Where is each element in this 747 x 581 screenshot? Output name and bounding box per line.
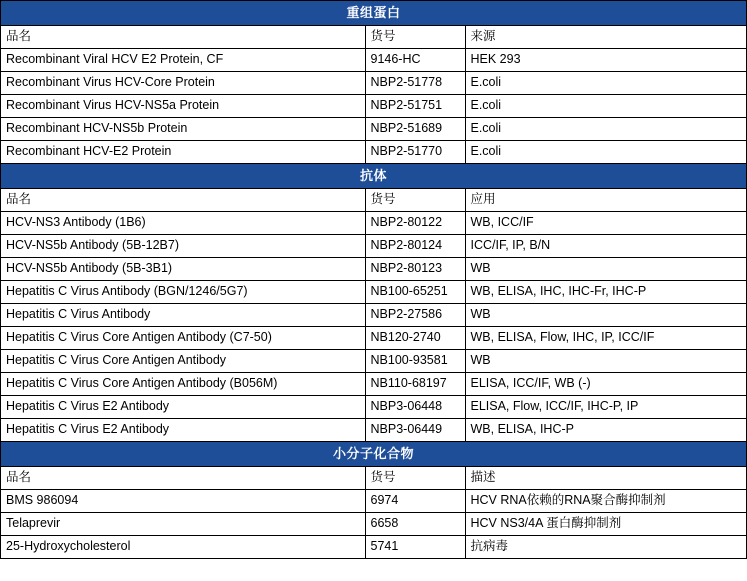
- cell-catalog: NBP2-51689: [365, 118, 465, 141]
- table-row: [1, 95, 746, 118]
- cell-name: Hepatitis C Virus Antibody (BGN/1246/5G7): [1, 281, 365, 304]
- cell-catalog: 9146-HC: [365, 49, 465, 72]
- table-row: [1, 396, 746, 419]
- column-header-extra: 描述: [465, 467, 746, 490]
- cell-catalog: NBP2-80124: [365, 235, 465, 258]
- cell-name: Recombinant Virus HCV-NS5a Protein: [1, 95, 365, 118]
- cell-name: Hepatitis C Virus E2 Antibody: [1, 396, 365, 419]
- table-row: [1, 327, 746, 350]
- cell-catalog: NBP2-51751: [365, 95, 465, 118]
- column-header-catalog: 货号: [365, 189, 465, 212]
- cell-extra: WB: [465, 258, 746, 281]
- section-header-row: [1, 1, 746, 26]
- cell-catalog: NBP3-06449: [365, 419, 465, 442]
- cell-catalog: NBP2-80123: [365, 258, 465, 281]
- column-header-row: [1, 467, 746, 490]
- table-row: [1, 304, 746, 327]
- cell-extra: ELISA, ICC/IF, WB (-): [465, 373, 746, 396]
- cell-name: Hepatitis C Virus Core Antigen Antibody (B056M): [1, 373, 365, 396]
- cell-catalog: NB110-68197: [365, 373, 465, 396]
- cell-extra: WB: [465, 304, 746, 327]
- cell-catalog: 5741: [365, 536, 465, 559]
- cell-catalog: NB100-93581: [365, 350, 465, 373]
- cell-extra: ELISA, Flow, ICC/IF, IHC-P, IP: [465, 396, 746, 419]
- cell-name: HCV-NS5b Antibody (5B-12B7): [1, 235, 365, 258]
- cell-name: Recombinant HCV-NS5b Protein: [1, 118, 365, 141]
- table-row: [1, 490, 746, 513]
- cell-extra: WB, ICC/IF: [465, 212, 746, 235]
- column-header-catalog: 货号: [365, 467, 465, 490]
- cell-name: Recombinant Virus HCV-Core Protein: [1, 72, 365, 95]
- cell-name: Hepatitis C Virus Core Antigen Antibody (C7-50): [1, 327, 365, 350]
- section-title: 重组蛋白: [1, 1, 746, 26]
- table-row: [1, 350, 746, 373]
- cell-name: Hepatitis C Virus Antibody: [1, 304, 365, 327]
- cell-catalog: NBP2-80122: [365, 212, 465, 235]
- column-header-row: [1, 189, 746, 212]
- cell-catalog: NB100-65251: [365, 281, 465, 304]
- table-row: [1, 281, 746, 304]
- column-header-extra: 来源: [465, 26, 746, 49]
- cell-name: Hepatitis C Virus E2 Antibody: [1, 419, 365, 442]
- table-row: [1, 536, 746, 559]
- table-body: [1, 1, 746, 559]
- table-row: [1, 235, 746, 258]
- table-row: [1, 72, 746, 95]
- cell-name: Recombinant Viral HCV E2 Protein, CF: [1, 49, 365, 72]
- column-header-name: 品名: [1, 26, 365, 49]
- cell-catalog: NBP2-51778: [365, 72, 465, 95]
- cell-name: HCV-NS5b Antibody (5B-3B1): [1, 258, 365, 281]
- cell-catalog: NBP2-27586: [365, 304, 465, 327]
- section-header-row: [1, 442, 746, 467]
- cell-name: Telaprevir: [1, 513, 365, 536]
- table-row: [1, 258, 746, 281]
- cell-extra: HEK 293: [465, 49, 746, 72]
- table-row: [1, 49, 746, 72]
- cell-extra: WB, ELISA, IHC, IHC-Fr, IHC-P: [465, 281, 746, 304]
- cell-extra: HCV NS3/4A 蛋白酶抑制剂: [465, 513, 746, 536]
- column-header-row: [1, 26, 746, 49]
- table-row: [1, 373, 746, 396]
- cell-catalog: NB120-2740: [365, 327, 465, 350]
- section-title: 小分子化合物: [1, 442, 746, 467]
- table-row: [1, 513, 746, 536]
- cell-extra: E.coli: [465, 72, 746, 95]
- cell-extra: ICC/IF, IP, B/N: [465, 235, 746, 258]
- column-header-name: 品名: [1, 467, 365, 490]
- cell-name: BMS 986094: [1, 490, 365, 513]
- cell-extra: WB: [465, 350, 746, 373]
- cell-extra: E.coli: [465, 118, 746, 141]
- cell-catalog: 6974: [365, 490, 465, 513]
- cell-name: Recombinant HCV-E2 Protein: [1, 141, 365, 164]
- cell-extra: WB, ELISA, IHC-P: [465, 419, 746, 442]
- cell-name: Hepatitis C Virus Core Antigen Antibody: [1, 350, 365, 373]
- column-header-name: 品名: [1, 189, 365, 212]
- table-row: [1, 118, 746, 141]
- cell-catalog: 6658: [365, 513, 465, 536]
- table-row: [1, 419, 746, 442]
- cell-catalog: NBP2-51770: [365, 141, 465, 164]
- cell-name: HCV-NS3 Antibody (1B6): [1, 212, 365, 235]
- table-row: [1, 212, 746, 235]
- section-title: 抗体: [1, 164, 746, 189]
- cell-name: 25-Hydroxycholesterol: [1, 536, 365, 559]
- column-header-catalog: 货号: [365, 26, 465, 49]
- section-header-row: [1, 164, 746, 189]
- cell-extra: E.coli: [465, 95, 746, 118]
- product-table: [1, 1, 746, 559]
- table-row: [1, 141, 746, 164]
- cell-extra: 抗病毒: [465, 536, 746, 559]
- cell-catalog: NBP3-06448: [365, 396, 465, 419]
- cell-extra: WB, ELISA, Flow, IHC, IP, ICC/IF: [465, 327, 746, 350]
- cell-extra: E.coli: [465, 141, 746, 164]
- cell-extra: HCV RNA依赖的RNA聚合酶抑制剂: [465, 490, 746, 513]
- column-header-extra: 应用: [465, 189, 746, 212]
